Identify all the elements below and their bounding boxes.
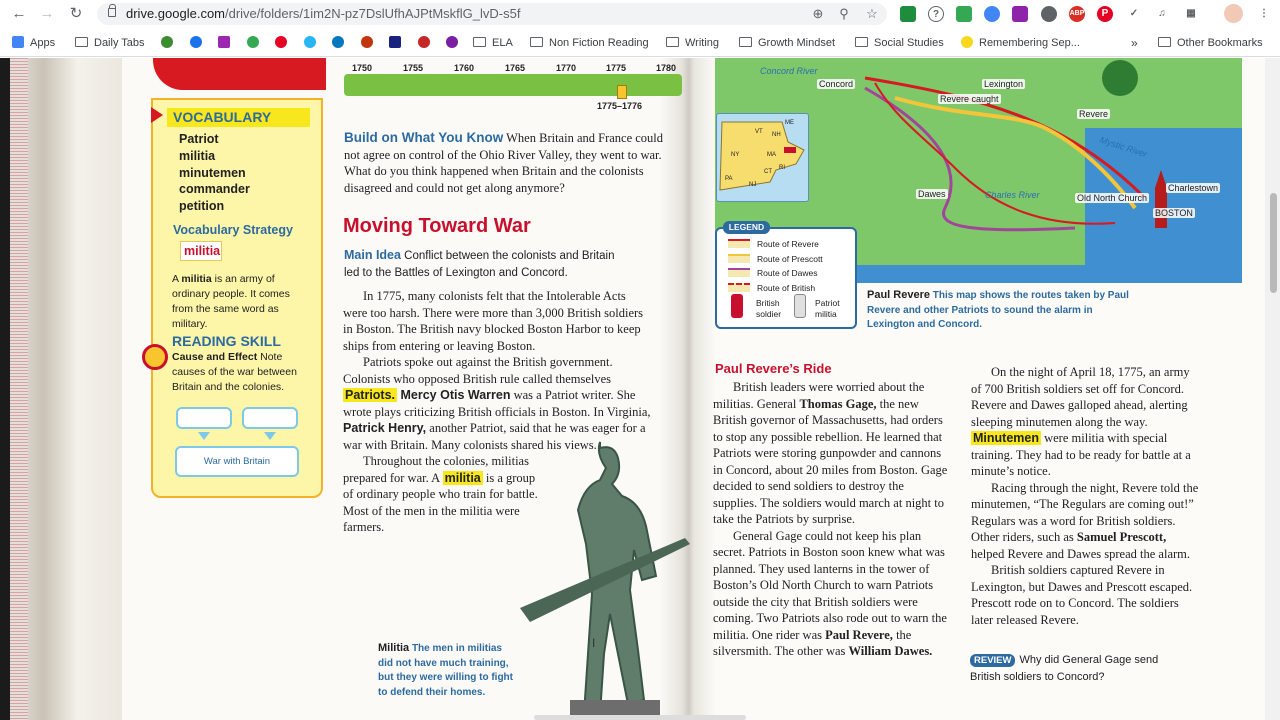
ball-icon — [361, 36, 373, 48]
reload-icon[interactable]: ↻ — [69, 5, 83, 22]
emoji-icon — [961, 36, 973, 48]
folder-icon — [666, 37, 679, 47]
vocabulary-strategy-definition: A militia is an army of ordinary people. It comes from the same word as military. — [172, 273, 290, 330]
paragraph: On the night of April 18, 1775, an army of 700 British soldiers set off for Concord. Revere and Dawes galloped ahead, alerting sleeping minutemen along the way. Minutemen were militia with special training. They had to be ready for battle at a minute’s notice. — [971, 365, 1191, 478]
bookmark-daily-tabs[interactable]: Daily Tabs — [75, 36, 145, 50]
timeline-year: 1750 — [352, 63, 373, 73]
legend-swatch-british — [728, 283, 750, 292]
state-label: NH — [772, 132, 781, 138]
bookmark-non-fiction[interactable]: Non Fiction Reading — [530, 36, 649, 50]
paragraph: Throughout the colonies, militias prepared for war. A militia is a group of ordinary people who train for battle. Most of the men in the militia were farmers. — [343, 454, 538, 534]
s-icon — [446, 36, 458, 48]
bookmarks-overflow-icon[interactable]: » — [1131, 36, 1138, 50]
flag-icon — [418, 36, 430, 48]
swirl-icon — [304, 36, 316, 48]
section-title-ride: Paul Revere’s Ride — [715, 361, 832, 376]
folder-icon — [473, 37, 486, 47]
legend-swatch-prescott — [728, 254, 750, 263]
bookmark-icon-1[interactable] — [161, 36, 179, 50]
add-tab-icon[interactable]: ⊕ — [812, 6, 824, 21]
vocabulary-title: VOCABULARY — [167, 108, 310, 127]
vocabulary-strategy-word: militia — [180, 241, 222, 261]
tree-icon — [1102, 60, 1138, 96]
bookmark-icon-2[interactable] — [190, 36, 208, 50]
arrow-down-icon — [264, 432, 276, 440]
text-cursor-icon: I — [592, 636, 596, 650]
address-bar[interactable] — [97, 3, 887, 25]
vocabulary-word: minutemen — [179, 166, 246, 180]
paragraph: British soldiers captured Revere in Lexington, but Dawes and Prescott escaped. Prescott rode on to Concord. The soldiers later released Revere. — [971, 563, 1193, 627]
folder-icon — [855, 37, 868, 47]
state-label: ME — [785, 120, 794, 126]
review-badge: REVIEW — [970, 654, 1015, 667]
grid-icon[interactable]: ▦ — [1183, 6, 1199, 22]
timeline-year: 1775 — [606, 63, 627, 73]
spotify-icon — [247, 36, 259, 48]
vocabulary-word: commander — [179, 182, 250, 196]
main-idea: Main Idea Conflict between the colonists and Britain led to the Battles of Lexington and Concord. — [344, 248, 615, 279]
state-label: NJ — [749, 182, 757, 188]
state-label: MA — [767, 152, 776, 158]
map-label-revere-caught: Revere caught — [940, 94, 999, 104]
bookmark-social-studies[interactable]: Social Studies — [855, 36, 944, 50]
horizontal-scrollbar[interactable] — [534, 715, 746, 720]
state-label: PA — [725, 176, 733, 182]
bookmark-icon-6[interactable] — [304, 36, 322, 50]
timeline-year: 1755 — [403, 63, 424, 73]
p-dark-icon — [389, 36, 401, 48]
legend-item: Route of Prescott — [757, 254, 823, 264]
timeline-year: 1780 — [656, 63, 677, 73]
music-icon[interactable]: ♫ — [1154, 6, 1170, 22]
map-label-lexington: Lexington — [984, 79, 1024, 89]
map-label-revere: Revere — [1079, 109, 1109, 119]
checklist-icon[interactable]: ✓ — [1126, 6, 1142, 22]
organizer-box — [242, 407, 298, 429]
timeline-year: 1760 — [454, 63, 475, 73]
vocabulary-word: militia — [179, 149, 216, 163]
extension-camera-icon[interactable] — [1041, 6, 1057, 22]
timeline-year: 1770 — [556, 63, 577, 73]
patriot-militia-icon — [794, 294, 806, 318]
reading-skill-title: READING SKILL — [172, 333, 281, 349]
timeline-marker — [617, 85, 627, 99]
state-label: CT — [764, 169, 772, 175]
bookmark-apps[interactable]: Apps — [12, 36, 55, 50]
avatar[interactable] — [1224, 4, 1243, 23]
state-label: RI — [779, 165, 785, 171]
bookmarks-bar — [0, 29, 1280, 57]
legend-item: British soldier — [756, 298, 782, 319]
bookmark-icon-9[interactable] — [389, 36, 407, 50]
bookmark-icon-5[interactable] — [275, 36, 293, 50]
map-label-old-north-church: Old North Church — [1077, 193, 1148, 203]
paragraph: Patriots spoke out against the British government. Colonists who opposed British rule called themselves Patriots. Mercy Otis Warren was a Patriot writer. She wrote plays criticizing British officials in Boston. In Virginia, Patrick Henry, another Patriot, said that he was eager for a war with Britain. Many colonists shared his views. — [343, 355, 651, 452]
extension-green-icon[interactable] — [956, 6, 972, 22]
legend-swatch-revere — [728, 239, 750, 248]
bookmark-icon-4[interactable] — [247, 36, 265, 50]
vocabulary-word: petition — [179, 199, 225, 213]
paragraph: British leaders were worried about the militias. General Thomas Gage, the new British governor of Massachusetts, had orders to stop any possible rebellion. He learned that Patriots were storing gunpowder and cannons in Concord, about 20 miles from Boston. Gage decided to send soldiers to destroy the supplies. The soldiers would march at night to take the Patriots by surprise. — [713, 380, 948, 526]
folder-icon — [739, 37, 752, 47]
p-icon — [218, 36, 230, 48]
back-icon[interactable]: ← — [11, 5, 27, 22]
scrollbar-thumb[interactable] — [1270, 193, 1277, 293]
extension-blue-icon[interactable] — [984, 6, 1000, 22]
bookmark-icon-3[interactable] — [218, 36, 236, 50]
legend-swatch-dawes — [728, 268, 750, 277]
map-inset-new-england — [716, 113, 809, 202]
british-soldier-icon — [731, 294, 743, 318]
leaf-icon — [161, 36, 173, 48]
legend-item: Route of British — [757, 283, 816, 293]
url-text[interactable]: drive.google.com/drive/folders/1im2N-pz7DslUfhAJPtMskflG_lvD-s5f — [126, 6, 521, 21]
bookmark-icon-7[interactable] — [332, 36, 350, 50]
lock-icon — [108, 8, 116, 17]
bookmark-star-icon[interactable]: ☆ — [866, 6, 878, 21]
build-on-what-you-know: Build on What You Know When Britain and France could not agree on control of the Ohio River Valley, they went to war. What do you think happened when Britain and the colonists disagreed and could not get along anymore? — [344, 130, 664, 195]
organizer-main-box: War with Britain — [175, 446, 299, 477]
state-label: NY — [731, 152, 740, 158]
arrow-down-icon — [198, 432, 210, 440]
map-label-concord: Concord — [819, 79, 854, 89]
folder-icon — [1158, 37, 1171, 47]
legend-item: Route of Dawes — [757, 268, 818, 278]
right-column-2 — [971, 364, 1199, 628]
map-label-mystic-river: Mystic River — [1098, 134, 1149, 160]
old-north-church-icon — [1155, 170, 1167, 228]
zoom-icon[interactable]: ⚲ — [839, 6, 849, 21]
map-label-charles-river: Charles River — [985, 190, 1040, 200]
vocabulary-arrow-icon — [151, 107, 163, 123]
paragraph: Racing through the night, Revere told the minutemen, “The Regulars are coming out!” Regulars was a word for British soldiers. Other riders, such as Samuel Prescott, helped Revere and Dawes spread the alarm. — [971, 480, 1199, 561]
organizer-box — [176, 407, 232, 429]
vertical-scrollbar[interactable] — [1265, 58, 1280, 720]
pinterest-icon — [275, 36, 287, 48]
globe-icon — [190, 36, 202, 48]
forward-icon[interactable]: → — [39, 5, 55, 22]
paragraph: In 1775, many colonists felt that the Intolerable Acts were too harsh. There were more than 3,000 British soldiers in Boston. The British navy blocked Boston Harbor to keep ships from entering or leaving Boston. — [343, 289, 644, 353]
legend-title: LEGEND — [723, 221, 770, 234]
folder-icon — [530, 37, 543, 47]
bookmark-ela[interactable]: ELA — [473, 36, 513, 50]
help-icon[interactable]: ? — [928, 6, 944, 22]
extension-purple-icon[interactable] — [1012, 6, 1028, 22]
bookmark-icon-10[interactable] — [418, 36, 436, 50]
minuteman-statue-image — [520, 438, 690, 720]
bookmark-growth-mindset[interactable]: Growth Mindset — [739, 36, 835, 50]
extension-sheets-icon[interactable] — [900, 6, 916, 22]
map-label-dawes: Dawes — [918, 189, 946, 199]
reading-skill-icon — [142, 344, 168, 370]
bookmark-other[interactable]: Other Bookmarks — [1158, 36, 1263, 50]
browser-toolbar — [0, 0, 1280, 29]
review-question: REVIEW Why did General Gage send British soldiers to Concord? — [970, 654, 1159, 683]
boston-marker — [784, 147, 796, 153]
timeline — [344, 74, 682, 96]
apps-icon — [12, 36, 24, 48]
state-label: VT — [755, 129, 763, 135]
folder-icon — [75, 37, 88, 47]
legend-item: Patriot militia — [815, 298, 840, 319]
map-caption: Paul Revere This map shows the routes taken by Paul Revere and other Patriots to sound the alarm in Lexington and Concord. — [867, 289, 1129, 330]
reading-skill-text: Cause and Effect Note causes of the war between Britain and the colonies. — [172, 351, 297, 393]
timeline-year: 1765 — [505, 63, 526, 73]
vocabulary-word: Patriot — [179, 132, 219, 146]
bookmark-writing[interactable]: Writing — [666, 36, 719, 50]
adblock-icon[interactable]: ABP — [1069, 6, 1085, 22]
paragraph: General Gage could not keep his plan secret. Patriots in Boston soon knew what was planned. They used lanterns in the tower of Boston’s Old North Church to warn Patriots outside the city that British soldiers were coming. Two Patriots also rode out to warn the militia. One rider was Paul Revere, the silversmith. The other was William Dawes. — [713, 528, 947, 658]
route-dawes — [865, 88, 1075, 230]
right-column-1 — [713, 379, 951, 660]
statue-caption: Militia The men in militias did not have much training, but they were willing to fight to defend their homes. — [378, 642, 513, 698]
map-label-concord-river: Concord River — [760, 66, 818, 76]
script-icon — [332, 36, 344, 48]
map-label-charlestown: Charlestown — [1168, 183, 1219, 193]
menu-icon[interactable]: ⋮ — [1256, 6, 1272, 22]
map-label-boston: BOSTON — [1155, 208, 1193, 218]
pinterest-icon[interactable]: P — [1097, 6, 1113, 22]
bookmark-icon-11[interactable] — [446, 36, 464, 50]
vocabulary-strategy-title: Vocabulary Strategy — [173, 223, 293, 237]
red-banner — [153, 58, 326, 90]
bookmark-remembering[interactable]: Remembering Sep... — [961, 36, 1080, 50]
bookmark-icon-8[interactable] — [361, 36, 379, 50]
section-title: Moving Toward War — [343, 215, 531, 237]
timeline-range-label: 1775–1776 — [597, 101, 643, 111]
legend-item: Route of Revere — [757, 239, 819, 249]
